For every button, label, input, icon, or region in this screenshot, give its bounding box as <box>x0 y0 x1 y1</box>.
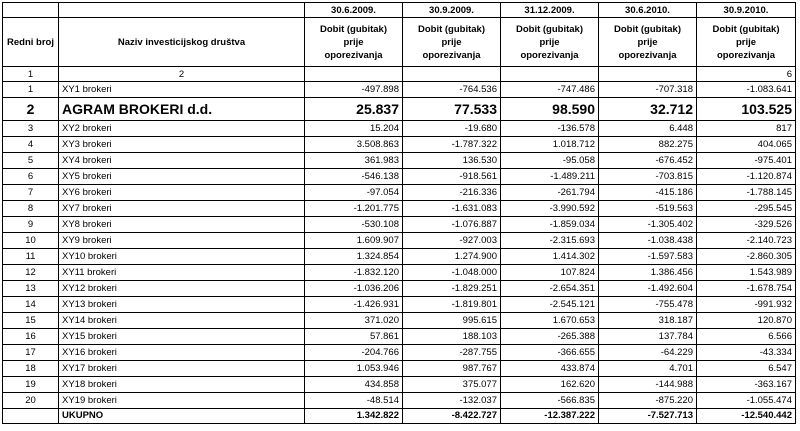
profit-value: -1.597.583 <box>599 249 697 265</box>
column-header-row <box>3 18 796 67</box>
firm-name: XY18 brokeri <box>59 377 305 393</box>
row-number: 18 <box>3 361 59 377</box>
profit-value: 162.620 <box>501 377 599 393</box>
profit-value: 995.615 <box>403 313 501 329</box>
redni-broj-header: Redni broj <box>3 18 59 67</box>
profit-value: -144.988 <box>599 377 697 393</box>
profit-value: -216.336 <box>403 185 501 201</box>
naziv-header: Naziv investicijskog društva <box>59 18 305 67</box>
profit-value: -97.054 <box>305 185 403 201</box>
profit-value: -95.058 <box>501 153 599 169</box>
table-row <box>3 265 796 281</box>
profit-value: -136.578 <box>501 121 599 137</box>
table-row <box>3 249 796 265</box>
firm-name: XY2 brokeri <box>59 121 305 137</box>
profit-value: -3.990.592 <box>501 201 599 217</box>
profit-value: -2.140.723 <box>697 233 796 249</box>
total-value: -8.422.727 <box>403 409 501 424</box>
blank-cell <box>3 409 59 424</box>
table-row <box>3 313 796 329</box>
profit-value: 57.861 <box>305 329 403 345</box>
profit-value: -566.835 <box>501 393 599 409</box>
firm-name: XY1 brokeri <box>59 82 305 98</box>
profit-value: -676.452 <box>599 153 697 169</box>
profit-value: -918.561 <box>403 169 501 185</box>
profit-value: -2.315.693 <box>501 233 599 249</box>
row-number: 2 <box>3 98 59 121</box>
row-number: 5 <box>3 153 59 169</box>
profit-value: 32.712 <box>599 98 697 121</box>
profit-value: 1.386.456 <box>599 265 697 281</box>
table-row <box>3 217 796 233</box>
profit-value: 107.824 <box>501 265 599 281</box>
profit-value: -1.076.887 <box>403 217 501 233</box>
column-number <box>403 67 501 82</box>
firm-name: XY14 brokeri <box>59 313 305 329</box>
profit-header: Dobit (gubitak) prije oporezivanja <box>501 18 599 67</box>
column-number <box>599 67 697 82</box>
profit-value: -703.815 <box>599 169 697 185</box>
row-number: 19 <box>3 377 59 393</box>
profit-value: -1.083.641 <box>697 82 796 98</box>
profit-value: 1.543.989 <box>697 265 796 281</box>
table-row <box>3 345 796 361</box>
total-value: -7.527.713 <box>599 409 697 424</box>
row-number: 11 <box>3 249 59 265</box>
profit-value: 1.274.900 <box>403 249 501 265</box>
table-row <box>3 169 796 185</box>
profit-value: 361.983 <box>305 153 403 169</box>
firm-name: XY13 brokeri <box>59 297 305 313</box>
row-number: 6 <box>3 169 59 185</box>
total-value: -12.540.442 <box>697 409 796 424</box>
profit-value: 188.103 <box>403 329 501 345</box>
profit-value: -755.478 <box>599 297 697 313</box>
date-header: 31.12.2009. <box>501 3 599 18</box>
profit-header: Dobit (gubitak) prije oporezivanja <box>305 18 403 67</box>
profit-value: -1.489.211 <box>501 169 599 185</box>
profit-value: -366.655 <box>501 345 599 361</box>
row-number: 16 <box>3 329 59 345</box>
firm-name: XY12 brokeri <box>59 281 305 297</box>
profit-value: -1.201.775 <box>305 201 403 217</box>
profit-value: -1.038.438 <box>599 233 697 249</box>
table-row <box>3 281 796 297</box>
profit-value: -519.563 <box>599 201 697 217</box>
profit-value: -927.003 <box>403 233 501 249</box>
row-number: 9 <box>3 217 59 233</box>
firm-name: XY9 brokeri <box>59 233 305 249</box>
row-number: 15 <box>3 313 59 329</box>
table-row <box>3 377 796 393</box>
profit-value: 434.858 <box>305 377 403 393</box>
date-header-row <box>3 3 796 18</box>
table-row <box>3 297 796 313</box>
table-row <box>3 137 796 153</box>
profit-value: -1.829.251 <box>403 281 501 297</box>
profit-value: 137.784 <box>599 329 697 345</box>
firm-name: XY6 brokeri <box>59 185 305 201</box>
profit-value: -546.138 <box>305 169 403 185</box>
profit-value: 987.767 <box>403 361 501 377</box>
profit-value: -975.401 <box>697 153 796 169</box>
profit-value: 1.670.653 <box>501 313 599 329</box>
table-row <box>3 201 796 217</box>
firm-name: XY5 brokeri <box>59 169 305 185</box>
profit-value: -1.832.120 <box>305 265 403 281</box>
profit-value: -287.755 <box>403 345 501 361</box>
profit-value: 817 <box>697 121 796 137</box>
row-number: 10 <box>3 233 59 249</box>
blank-cell <box>3 3 59 18</box>
date-header: 30.9.2009. <box>403 3 501 18</box>
profit-value: -530.108 <box>305 217 403 233</box>
row-number: 4 <box>3 137 59 153</box>
profit-value: -1.492.604 <box>599 281 697 297</box>
profit-value: 1.609.907 <box>305 233 403 249</box>
column-number: 6 <box>697 67 796 82</box>
total-row <box>3 409 796 424</box>
profit-value: -747.486 <box>501 82 599 98</box>
investment-firms-table <box>2 2 796 424</box>
profit-value: 433.874 <box>501 361 599 377</box>
blank-cell <box>59 3 305 18</box>
profit-header: Dobit (gubitak) prije oporezivanja <box>403 18 501 67</box>
firm-name: XY4 brokeri <box>59 153 305 169</box>
row-number: 8 <box>3 201 59 217</box>
table-row <box>3 329 796 345</box>
profit-value: -1.678.754 <box>697 281 796 297</box>
profit-value: 4.701 <box>599 361 697 377</box>
profit-value: 1.018.712 <box>501 137 599 153</box>
row-number: 7 <box>3 185 59 201</box>
firm-name: AGRAM BROKERI d.d. <box>59 98 305 121</box>
profit-value: -764.536 <box>403 82 501 98</box>
profit-value: 136.530 <box>403 153 501 169</box>
profit-value: 25.837 <box>305 98 403 121</box>
profit-value: -204.766 <box>305 345 403 361</box>
profit-value: 1.414.302 <box>501 249 599 265</box>
profit-value: 882.275 <box>599 137 697 153</box>
profit-value: -2.545.121 <box>501 297 599 313</box>
profit-value: 120.870 <box>697 313 796 329</box>
date-header: 30.6.2009. <box>305 3 403 18</box>
profit-value: 6.566 <box>697 329 796 345</box>
profit-value: 98.590 <box>501 98 599 121</box>
table-row <box>3 121 796 137</box>
profit-value: 318.187 <box>599 313 697 329</box>
profit-value: -1.631.083 <box>403 201 501 217</box>
table-row <box>3 98 796 121</box>
row-number: 3 <box>3 121 59 137</box>
firm-name: XY3 brokeri <box>59 137 305 153</box>
table-row <box>3 393 796 409</box>
row-number: 17 <box>3 345 59 361</box>
profit-value: 1.324.854 <box>305 249 403 265</box>
profit-header: Dobit (gubitak) prije oporezivanja <box>697 18 796 67</box>
date-header: 30.9.2010. <box>697 3 796 18</box>
table-row <box>3 185 796 201</box>
profit-value: -48.514 <box>305 393 403 409</box>
column-number <box>501 67 599 82</box>
row-number: 12 <box>3 265 59 281</box>
profit-value: 3.508.863 <box>305 137 403 153</box>
profit-value: 103.525 <box>697 98 796 121</box>
profit-value: 15.204 <box>305 121 403 137</box>
firm-name: XY16 brokeri <box>59 345 305 361</box>
profit-value: -43.334 <box>697 345 796 361</box>
profit-value: -1.048.000 <box>403 265 501 281</box>
column-number: 2 <box>59 67 305 82</box>
profit-value: -415.186 <box>599 185 697 201</box>
firm-name: XY8 brokeri <box>59 217 305 233</box>
profit-value: 6.547 <box>697 361 796 377</box>
profit-value: 77.533 <box>403 98 501 121</box>
row-number: 1 <box>3 82 59 98</box>
profit-value: -64.229 <box>599 345 697 361</box>
table-row <box>3 82 796 98</box>
column-number: 1 <box>3 67 59 82</box>
profit-value: -1.426.931 <box>305 297 403 313</box>
profit-value: -19.680 <box>403 121 501 137</box>
profit-value: -1.305.402 <box>599 217 697 233</box>
profit-value: -2.860.305 <box>697 249 796 265</box>
column-number-row <box>3 67 796 82</box>
profit-value: -1.788.145 <box>697 185 796 201</box>
firm-name: XY7 brokeri <box>59 201 305 217</box>
profit-value: -132.037 <box>403 393 501 409</box>
profit-value: -261.794 <box>501 185 599 201</box>
profit-value: -1.120.874 <box>697 169 796 185</box>
profit-value: -875.220 <box>599 393 697 409</box>
profit-value: -1.859.034 <box>501 217 599 233</box>
profit-header: Dobit (gubitak) prije oporezivanja <box>599 18 697 67</box>
total-label: UKUPNO <box>59 409 305 424</box>
profit-value: 1.053.946 <box>305 361 403 377</box>
profit-value: -2.654.351 <box>501 281 599 297</box>
firm-name: XY11 brokeri <box>59 265 305 281</box>
profit-value: -497.898 <box>305 82 403 98</box>
profit-value: -363.167 <box>697 377 796 393</box>
profit-value: -1.787.322 <box>403 137 501 153</box>
profit-value: -1.819.801 <box>403 297 501 313</box>
firm-name: XY17 brokeri <box>59 361 305 377</box>
row-number: 20 <box>3 393 59 409</box>
total-value: -12.387.222 <box>501 409 599 424</box>
firm-name: XY10 brokeri <box>59 249 305 265</box>
profit-value: -1.036.206 <box>305 281 403 297</box>
profit-value: 371.020 <box>305 313 403 329</box>
profit-value: -295.545 <box>697 201 796 217</box>
profit-value: 375.077 <box>403 377 501 393</box>
row-number: 14 <box>3 297 59 313</box>
row-number: 13 <box>3 281 59 297</box>
profit-value: -707.318 <box>599 82 697 98</box>
table-row <box>3 361 796 377</box>
profit-value: -265.388 <box>501 329 599 345</box>
profit-value: -1.055.474 <box>697 393 796 409</box>
profit-value: 404.065 <box>697 137 796 153</box>
total-value: 1.342.822 <box>305 409 403 424</box>
firm-name: XY19 brokeri <box>59 393 305 409</box>
profit-value: -991.932 <box>697 297 796 313</box>
table-row <box>3 233 796 249</box>
date-header: 30.6.2010. <box>599 3 697 18</box>
profit-value: -329.526 <box>697 217 796 233</box>
table-row <box>3 153 796 169</box>
profit-value: 6.448 <box>599 121 697 137</box>
column-number <box>305 67 403 82</box>
firm-name: XY15 brokeri <box>59 329 305 345</box>
